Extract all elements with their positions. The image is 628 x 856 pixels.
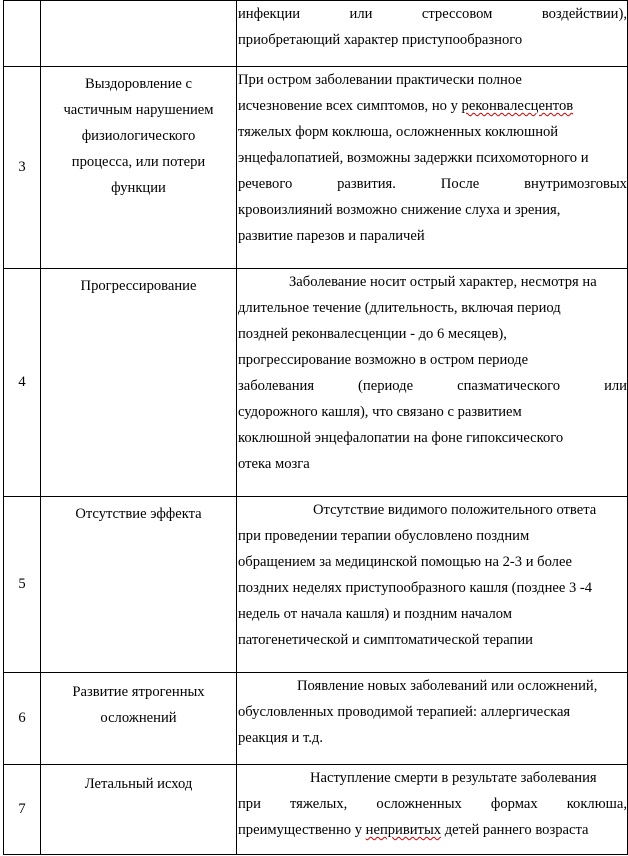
description-line: обращением за медицинской помощью на 2-3 и более xyxy=(238,554,572,570)
description-line: при тяжелых, осложненных формах коклюша, xyxy=(238,796,627,812)
outcome-name xyxy=(41,673,237,765)
description-line: Появление новых заболеваний или осложнений, xyxy=(297,678,598,694)
table-row xyxy=(4,497,628,673)
row-number: 3 xyxy=(4,67,41,269)
description-line: инфекции или стрессовом воздействии), xyxy=(238,6,627,22)
description-line: Заболевание носит острый характер, несмотря на xyxy=(289,274,597,290)
outcome-name xyxy=(41,497,237,673)
outcome-description xyxy=(237,1,628,67)
description-line: При остром заболевании практически полное xyxy=(238,72,522,88)
outcomes-table xyxy=(3,0,628,855)
outcome-name-line: Выздоровление с xyxy=(84,76,193,92)
description-line: недель от начала кашля) и поздним началом xyxy=(238,606,513,622)
outcome-description xyxy=(237,673,628,765)
outcome-name-line: процесса, или потери xyxy=(71,154,206,170)
description-line: отека мозга xyxy=(238,456,310,472)
description-line: патогенетической и симптоматической терапии xyxy=(238,632,533,648)
description-line: поздней реконвалесценции - до 6 месяцев), xyxy=(238,326,507,342)
table-body xyxy=(4,1,628,855)
description-line: кровоизлияний возможно снижение слуха и зрения, xyxy=(238,202,561,218)
table-row xyxy=(4,269,628,497)
description-line: Наступление смерти в результате заболевания xyxy=(310,770,597,786)
description-line: речевого развития. После внутримозговых xyxy=(238,176,627,192)
outcome-name xyxy=(41,269,237,497)
table-row xyxy=(4,765,628,855)
description-line: развитие парезов и параличей xyxy=(238,228,425,244)
outcome-description xyxy=(237,497,628,673)
table-row xyxy=(4,1,628,67)
outcome-description xyxy=(237,765,628,855)
outcome-name-line: Прогрессирование xyxy=(80,278,197,294)
description-line: длительное течение (длительность, включая период xyxy=(238,300,561,316)
outcome-description xyxy=(237,269,628,497)
description-line: судорожного кашля), что связано с развитием xyxy=(238,404,522,420)
outcome-name xyxy=(41,1,237,67)
description-line: заболевания (периоде спазматического или xyxy=(238,378,627,394)
row-number: 7 xyxy=(4,765,41,855)
outcome-name-line: частичным нарушением xyxy=(63,102,214,118)
row-number: 6 xyxy=(4,673,41,765)
table-row xyxy=(4,673,628,765)
table-row xyxy=(4,67,628,269)
row-number: 4 xyxy=(4,269,41,497)
description-line: коклюшной энцефалопатии на фоне гипоксического xyxy=(238,430,564,446)
description-line: Отсутствие видимого положительного ответа xyxy=(313,502,597,518)
description-line: энцефалопатией, возможны задержки психомоторного и xyxy=(238,150,589,166)
outcome-name-line: осложнений xyxy=(100,710,177,726)
outcome-name-line: Летальный исход xyxy=(84,776,193,792)
description-line: реакция и т.д. xyxy=(238,730,323,746)
outcome-name-line: физиологического xyxy=(81,128,196,144)
outcome-name xyxy=(41,765,237,855)
description-line: поздних неделях приступообразного кашля (позднее 3 -4 xyxy=(238,580,593,596)
description-line: тяжелых форм коклюша, осложненных коклюшной xyxy=(238,124,559,140)
outcome-description xyxy=(237,67,628,269)
description-line: преимущественно у непривитых детей раннего возраста xyxy=(238,822,589,838)
outcome-name-line: функции xyxy=(111,180,166,196)
outcome-name-line: Отсутствие эффекта xyxy=(75,506,202,522)
description-line: обусловленных проводимой терапией: аллергическая xyxy=(238,704,571,720)
description-line: исчезновение всех симптомов, но у реконвалесцентов xyxy=(238,98,574,114)
row-number: 5 xyxy=(4,497,41,673)
row-number xyxy=(4,1,41,67)
description-line: при проведении терапии обусловлено поздним xyxy=(238,528,530,544)
description-line: прогрессирование возможно в остром периоде xyxy=(238,352,529,368)
description-line: приобретающий характер приступообразного xyxy=(238,32,523,48)
outcome-name xyxy=(41,67,237,269)
outcome-name-line: Развитие ятрогенных xyxy=(72,684,205,700)
